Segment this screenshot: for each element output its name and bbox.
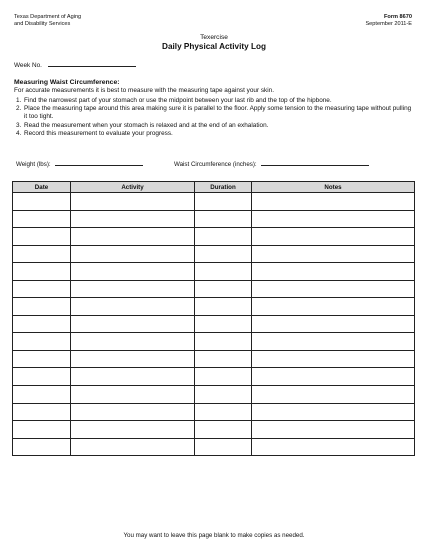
activity-cell[interactable] xyxy=(71,298,195,316)
table-row xyxy=(13,350,415,368)
activity-cell[interactable] xyxy=(71,280,195,298)
date-cell[interactable] xyxy=(13,263,71,281)
date-cell[interactable] xyxy=(13,280,71,298)
week-row xyxy=(14,59,136,69)
form-number: Form 8670 xyxy=(384,14,412,20)
activity-cell[interactable] xyxy=(71,403,195,421)
notes-cell[interactable] xyxy=(252,298,415,316)
notes-cell[interactable] xyxy=(252,368,415,386)
step-number: 4. xyxy=(16,129,22,137)
notes-cell[interactable] xyxy=(252,228,415,246)
activity-log-table xyxy=(12,181,415,456)
measuring-heading: Measuring Waist Circumference: xyxy=(14,79,120,86)
measuring-intro: For accurate measurements it is best to measure with the measuring tape against your skin. xyxy=(14,87,275,94)
table-body xyxy=(13,193,415,456)
date-cell[interactable] xyxy=(13,386,71,404)
weight-label: Weight (lbs): xyxy=(16,161,51,168)
step-item xyxy=(14,97,414,105)
notes-cell[interactable] xyxy=(252,210,415,228)
activity-cell[interactable] xyxy=(71,315,195,333)
date-cell[interactable] xyxy=(13,438,71,456)
duration-cell[interactable] xyxy=(195,228,252,246)
activity-cell[interactable] xyxy=(71,228,195,246)
duration-cell[interactable] xyxy=(195,315,252,333)
notes-cell[interactable] xyxy=(252,245,415,263)
duration-cell[interactable] xyxy=(195,193,252,211)
notes-cell[interactable] xyxy=(252,386,415,404)
form-info xyxy=(365,14,412,28)
table-row xyxy=(13,333,415,351)
activity-cell[interactable] xyxy=(71,386,195,404)
duration-cell[interactable] xyxy=(195,210,252,228)
table-row xyxy=(13,403,415,421)
notes-cell[interactable] xyxy=(252,315,415,333)
duration-cell[interactable] xyxy=(195,368,252,386)
date-cell[interactable] xyxy=(13,245,71,263)
step-text: Place the measuring tape around this area making sure it is parallel to the floor. Apply some tension to the measuring tape without pulling it too tight. xyxy=(24,105,412,121)
activity-cell[interactable] xyxy=(71,438,195,456)
column-header-date: Date xyxy=(13,182,71,193)
activity-cell[interactable] xyxy=(71,263,195,281)
agency-name xyxy=(14,14,81,28)
date-cell[interactable] xyxy=(13,368,71,386)
notes-cell[interactable] xyxy=(252,263,415,281)
step-item xyxy=(14,105,414,121)
step-number: 2. xyxy=(16,105,22,113)
activity-cell[interactable] xyxy=(71,368,195,386)
activity-cell[interactable] xyxy=(71,245,195,263)
date-cell[interactable] xyxy=(13,228,71,246)
table-row xyxy=(13,245,415,263)
table-row xyxy=(13,210,415,228)
step-text: Record this measurement to evaluate your progress. xyxy=(24,129,173,137)
column-header-activity: Activity xyxy=(71,182,195,193)
date-cell[interactable] xyxy=(13,403,71,421)
date-cell[interactable] xyxy=(13,298,71,316)
page-title: Daily Physical Activity Log xyxy=(162,42,266,51)
notes-cell[interactable] xyxy=(252,193,415,211)
step-number: 3. xyxy=(16,121,22,129)
column-header-duration: Duration xyxy=(195,182,252,193)
activity-cell[interactable] xyxy=(71,421,195,439)
duration-cell[interactable] xyxy=(195,386,252,404)
waist-field[interactable] xyxy=(261,158,369,166)
date-cell[interactable] xyxy=(13,350,71,368)
table-row xyxy=(13,421,415,439)
notes-cell[interactable] xyxy=(252,350,415,368)
duration-cell[interactable] xyxy=(195,350,252,368)
date-cell[interactable] xyxy=(13,421,71,439)
waist-label: Waist Circumference (inches): xyxy=(174,161,257,168)
table-row xyxy=(13,315,415,333)
duration-cell[interactable] xyxy=(195,333,252,351)
notes-cell[interactable] xyxy=(252,333,415,351)
duration-cell[interactable] xyxy=(195,263,252,281)
duration-cell[interactable] xyxy=(195,421,252,439)
table-row xyxy=(13,298,415,316)
footer-note: You may want to leave this page blank to make copies as needed. xyxy=(123,532,305,539)
date-cell[interactable] xyxy=(13,193,71,211)
table-row xyxy=(13,193,415,211)
duration-cell[interactable] xyxy=(195,298,252,316)
duration-cell[interactable] xyxy=(195,403,252,421)
form-date: September 2011-E xyxy=(365,21,412,27)
duration-cell[interactable] xyxy=(195,245,252,263)
activity-cell[interactable] xyxy=(71,193,195,211)
activity-cell[interactable] xyxy=(71,210,195,228)
notes-cell[interactable] xyxy=(252,403,415,421)
agency-line-2: and Disability Services xyxy=(14,21,71,27)
column-header-notes: Notes xyxy=(252,182,415,193)
step-item xyxy=(14,122,414,130)
notes-cell[interactable] xyxy=(252,438,415,456)
table-row xyxy=(13,263,415,281)
weight-row xyxy=(16,158,143,168)
step-item xyxy=(14,130,414,138)
step-number: 1. xyxy=(16,97,22,104)
agency-line-1: Texas Department of Aging xyxy=(14,14,82,20)
week-number-field[interactable] xyxy=(48,59,136,67)
date-cell[interactable] xyxy=(13,210,71,228)
activity-cell[interactable] xyxy=(71,350,195,368)
activity-cell[interactable] xyxy=(71,333,195,351)
notes-cell[interactable] xyxy=(252,280,415,298)
weight-field[interactable] xyxy=(55,158,143,166)
duration-cell[interactable] xyxy=(195,280,252,298)
notes-cell[interactable] xyxy=(252,421,415,439)
step-text: Read the measurement when your stomach is relaxed and at the end of an exhalation. xyxy=(24,121,269,129)
table-row xyxy=(13,386,415,404)
measuring-steps xyxy=(14,97,414,138)
table-row xyxy=(13,438,415,456)
table-row xyxy=(13,368,415,386)
table-header-row xyxy=(13,182,415,193)
step-text: Find the narrowest part of your stomach or use the midpoint between your last rib and the top of the hipbone. xyxy=(24,97,332,104)
date-cell[interactable] xyxy=(13,315,71,333)
waist-row xyxy=(174,158,369,168)
date-cell[interactable] xyxy=(13,333,71,351)
program-name: Texercise xyxy=(200,34,228,41)
duration-cell[interactable] xyxy=(195,438,252,456)
table-row xyxy=(13,228,415,246)
week-label: Week No. xyxy=(14,62,42,69)
table-row xyxy=(13,280,415,298)
